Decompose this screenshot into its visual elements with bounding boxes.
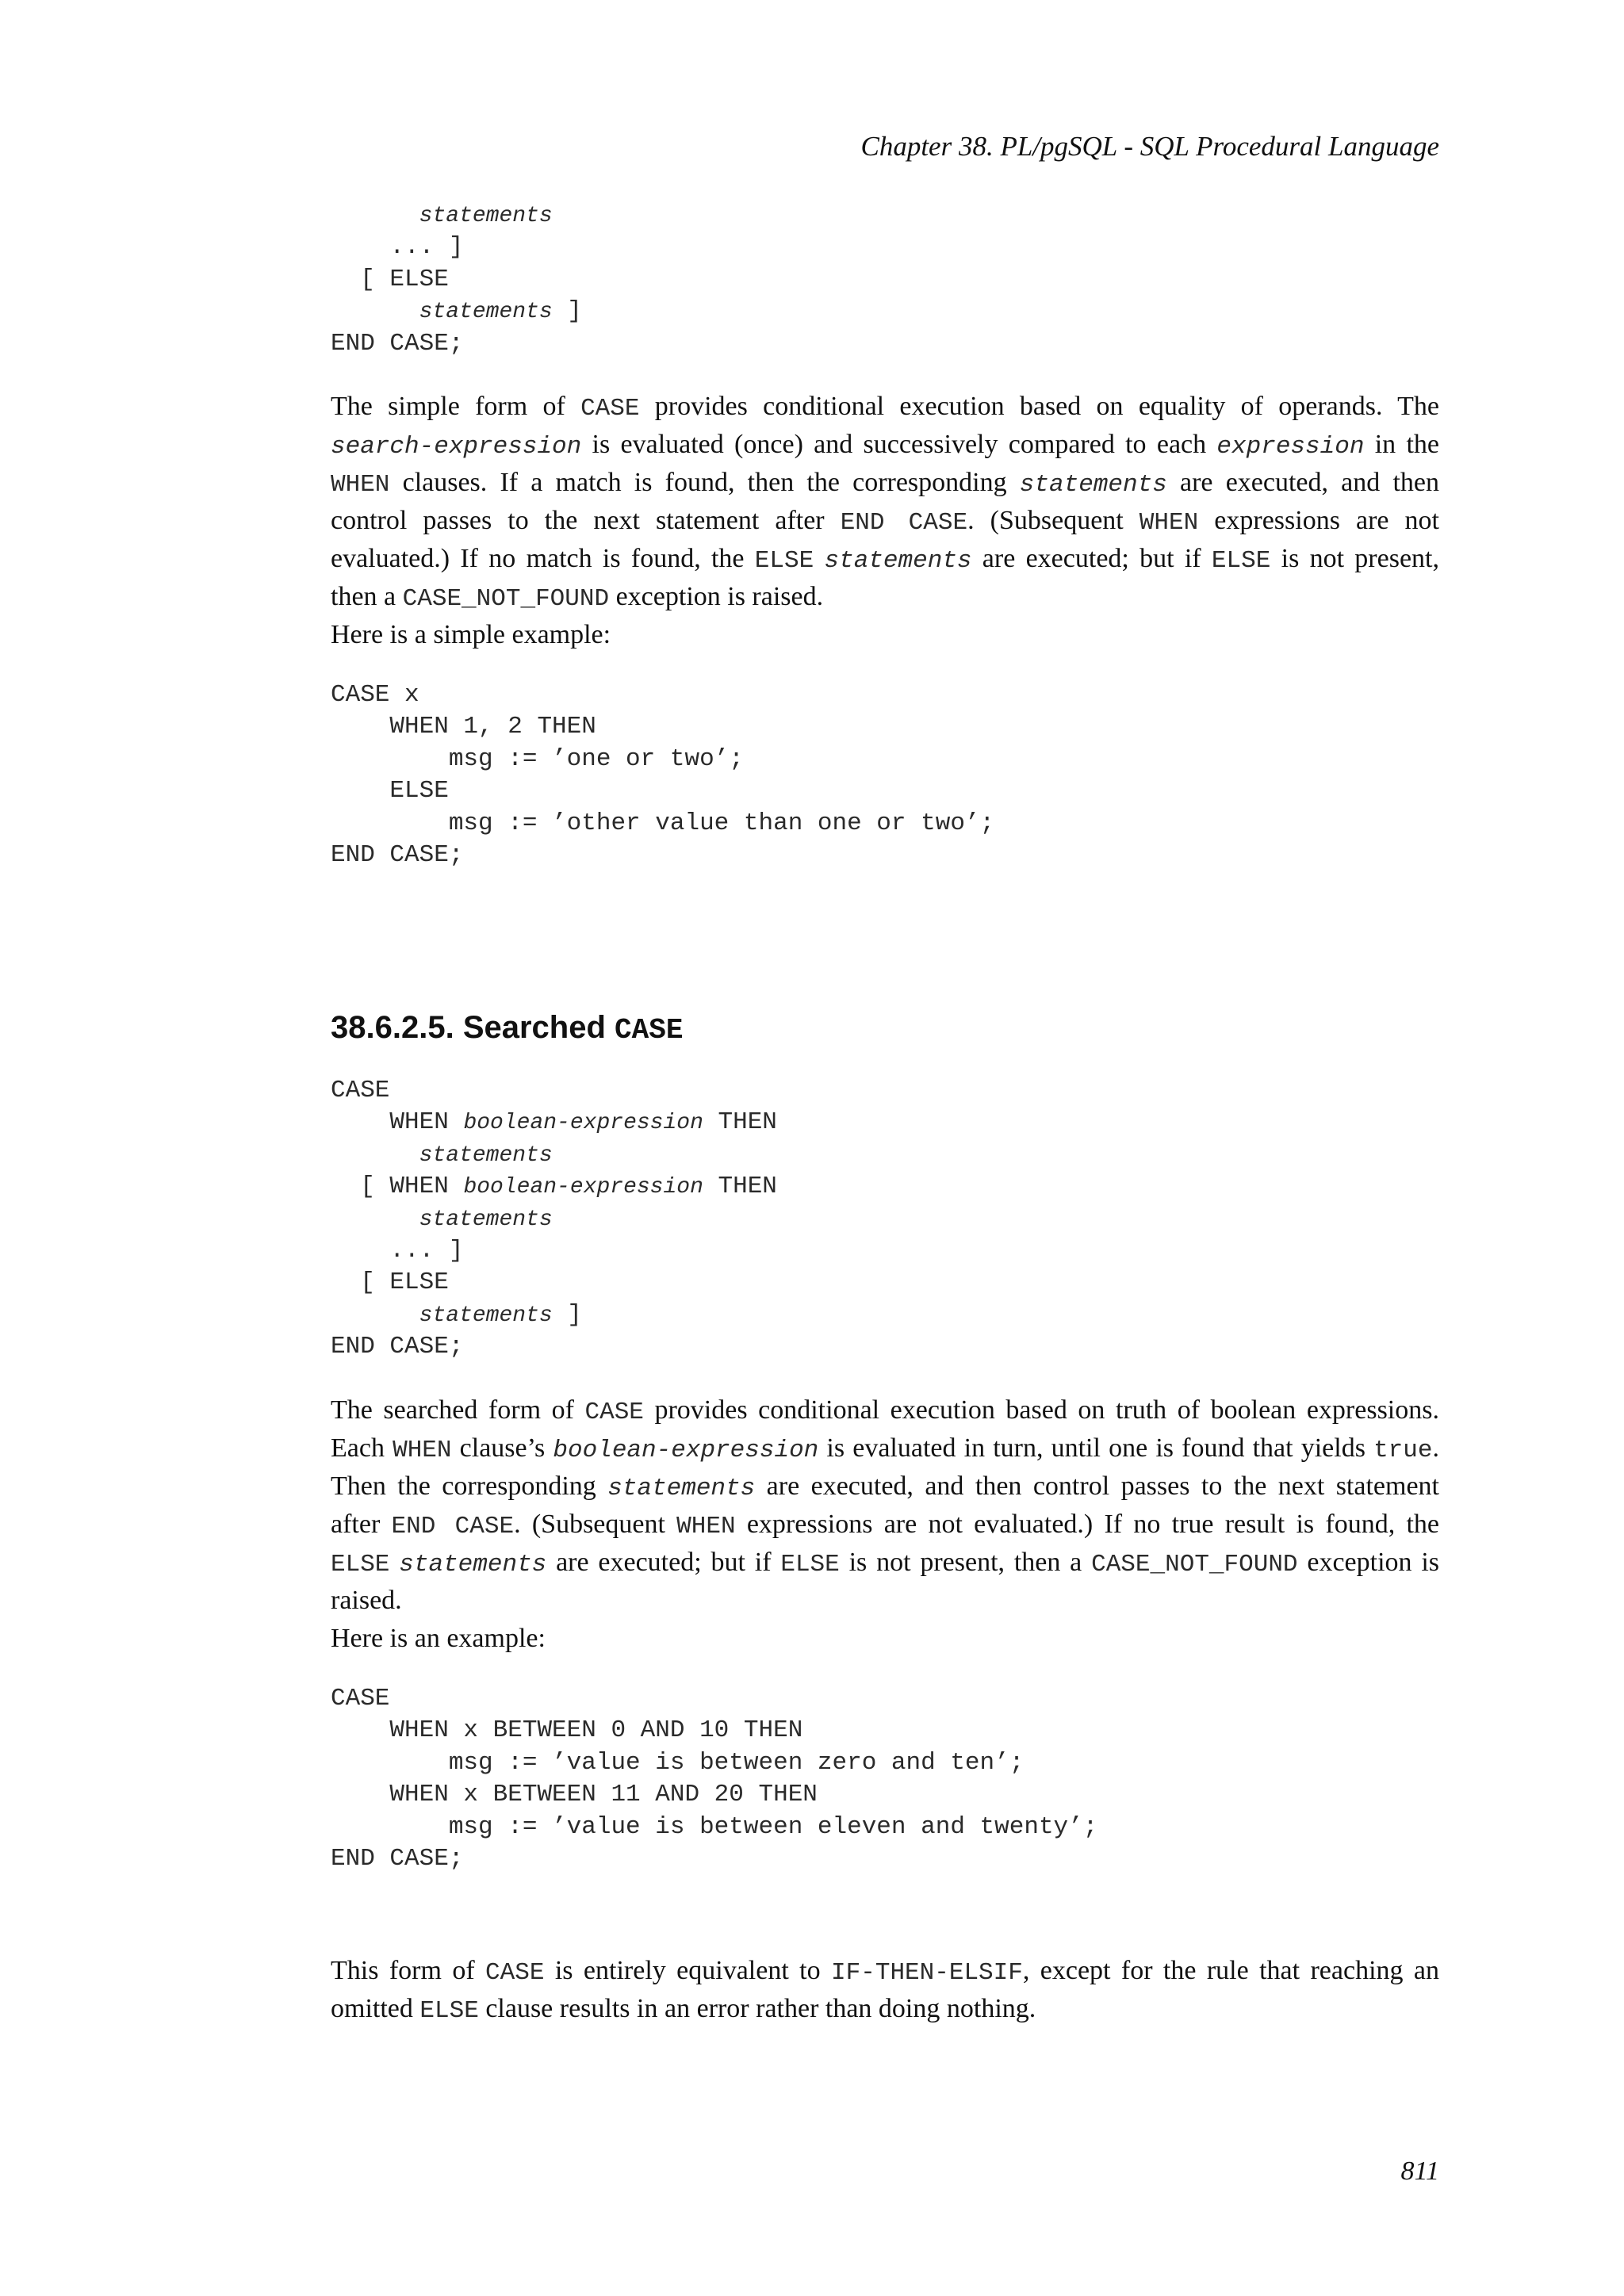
code-line bbox=[331, 840, 1439, 871]
inline-literal: CASE_NOT_FOUND bbox=[402, 585, 610, 613]
text-run: clause results in an error rather than doing nothing. bbox=[478, 1994, 1036, 2023]
code-line bbox=[331, 1715, 1439, 1747]
inline-literal: CASE bbox=[485, 1959, 545, 1987]
inline-literal: ELSE bbox=[754, 547, 814, 575]
section-heading bbox=[331, 1008, 683, 1050]
text-run: . (Subsequent bbox=[967, 506, 1139, 535]
text-run: ELSE bbox=[331, 777, 449, 806]
text-line bbox=[331, 541, 1439, 579]
section-keyword: CASE bbox=[615, 1014, 684, 1047]
inline-literal: WHEN bbox=[676, 1513, 736, 1540]
text-run: THEN bbox=[703, 1173, 777, 1201]
text-line bbox=[331, 1506, 1439, 1544]
text-run: then a bbox=[331, 582, 403, 611]
code-line bbox=[331, 200, 1439, 232]
text-run: expressions are not bbox=[1198, 506, 1439, 535]
text-run: omitted bbox=[331, 1994, 420, 2023]
text-line bbox=[331, 388, 1439, 427]
text-run: provides conditional execution based on equality of operands. The bbox=[639, 392, 1440, 421]
text-run: is entirely equivalent to bbox=[544, 1956, 832, 1985]
code-line bbox=[331, 775, 1439, 807]
text-run: CASE bbox=[331, 1077, 390, 1104]
text-line bbox=[331, 1430, 1439, 1468]
example-intro: Here is a simple example: bbox=[331, 620, 611, 649]
inline-literal: ELSE bbox=[780, 1551, 840, 1578]
code-line bbox=[331, 232, 1439, 263]
text-run: msg := ’value is between eleven and twenty’; bbox=[331, 1812, 1098, 1841]
text-run: The searched form of bbox=[331, 1395, 585, 1425]
code-line bbox=[331, 744, 1439, 775]
text-run: , except for the rule that reaching an bbox=[1022, 1956, 1440, 1985]
replaceable-term: boolean-expression bbox=[463, 1111, 703, 1136]
code-line bbox=[331, 711, 1439, 743]
body-paragraph bbox=[331, 1953, 1439, 2029]
inline-literal: ELSE bbox=[1211, 547, 1271, 575]
text-line bbox=[331, 1582, 1439, 1618]
text-run: The simple form of bbox=[331, 392, 581, 421]
text-run: raised. bbox=[331, 1586, 402, 1615]
text-run: are executed; but if bbox=[546, 1548, 781, 1577]
text-run: is not present, then a bbox=[839, 1548, 1092, 1577]
code-line bbox=[331, 1171, 1439, 1203]
replaceable-term: boolean-expression bbox=[463, 1175, 703, 1200]
code-line bbox=[331, 1267, 1439, 1299]
text-run: are executed, and then control passes to the next statement bbox=[755, 1471, 1439, 1501]
inline-literal: CASE bbox=[584, 1399, 644, 1426]
section-title: Searched bbox=[462, 1010, 606, 1045]
inline-literal: END CASE bbox=[391, 1513, 515, 1540]
text-run: THEN bbox=[703, 1108, 777, 1137]
text-run: END CASE; bbox=[331, 1844, 464, 1873]
text-run: msg := ’one or two’; bbox=[331, 744, 744, 773]
inline-literal: ELSE bbox=[331, 1551, 390, 1578]
text-run: control passes to the next statement after bbox=[331, 506, 841, 535]
text-run: [ ELSE bbox=[331, 265, 449, 293]
text-line bbox=[331, 1468, 1439, 1506]
text-run: END CASE; bbox=[331, 329, 464, 358]
text-line bbox=[331, 427, 1439, 465]
code-line bbox=[331, 1107, 1439, 1138]
replaceable-term: expression bbox=[1216, 433, 1365, 461]
text-run bbox=[389, 1548, 399, 1577]
code-line bbox=[331, 1139, 1439, 1171]
inline-literal: WHEN bbox=[1139, 509, 1199, 537]
text-run: [ ELSE bbox=[331, 1269, 449, 1297]
text-run: . (Subsequent bbox=[514, 1510, 677, 1539]
code-line bbox=[331, 1683, 1439, 1715]
text-line bbox=[331, 465, 1439, 503]
text-run: clauses. If a match is found, then the corresponding bbox=[389, 468, 1020, 497]
replaceable-term: statements bbox=[1019, 471, 1167, 499]
code-line bbox=[331, 679, 1439, 711]
example-code-block bbox=[331, 679, 1439, 871]
text-run: provides conditional execution based on truth of boolean expressions. bbox=[643, 1395, 1439, 1425]
replaceable-term: statements bbox=[419, 1303, 553, 1328]
code-line bbox=[331, 1235, 1439, 1267]
text-run: msg := ’other value than one or two’; bbox=[331, 809, 995, 837]
section-number: 38.6.2.5. bbox=[331, 1010, 454, 1045]
text-run: ... ] bbox=[331, 233, 464, 262]
text-run: WHEN x BETWEEN 0 AND 10 THEN bbox=[331, 1716, 803, 1745]
example-code-block bbox=[331, 1683, 1439, 1875]
code-line bbox=[331, 808, 1439, 840]
text-run: CASE bbox=[331, 1685, 390, 1712]
text-run bbox=[331, 297, 419, 325]
text-line bbox=[331, 579, 1439, 617]
code-line bbox=[331, 1812, 1439, 1843]
code-line bbox=[331, 1747, 1439, 1779]
text-run: ] bbox=[552, 297, 582, 326]
text-run: END CASE; bbox=[331, 1333, 464, 1361]
code-line bbox=[331, 1331, 1439, 1363]
text-run: ] bbox=[552, 1300, 582, 1329]
code-line bbox=[331, 1299, 1439, 1331]
text-run: are executed; but if bbox=[971, 544, 1212, 573]
inline-literal: CASE bbox=[580, 395, 640, 423]
replaceable-term: statements bbox=[419, 204, 553, 228]
replaceable-term: statements bbox=[419, 300, 553, 325]
text-run: is evaluated (once) and successively compared to each bbox=[581, 430, 1217, 459]
text-line bbox=[331, 1953, 1439, 1991]
replaceable-term: statements bbox=[824, 547, 972, 575]
code-line bbox=[331, 264, 1439, 296]
text-run: exception is bbox=[1297, 1548, 1440, 1577]
text-run: . bbox=[1432, 1433, 1439, 1463]
text-run: This form of bbox=[331, 1956, 486, 1985]
code-line bbox=[331, 296, 1439, 327]
text-run bbox=[814, 544, 824, 573]
inline-literal: END CASE bbox=[840, 509, 968, 537]
text-run: END CASE; bbox=[331, 840, 464, 869]
text-run: WHEN 1, 2 THEN bbox=[331, 713, 596, 741]
text-run: clause’s bbox=[451, 1433, 553, 1463]
replaceable-term: statements bbox=[419, 1142, 553, 1168]
text-run: are executed, and then bbox=[1166, 468, 1439, 497]
text-run: evaluated.) If no match is found, the bbox=[331, 544, 755, 573]
body-paragraph bbox=[331, 388, 1439, 617]
text-run: in the bbox=[1364, 430, 1440, 459]
text-run: msg := ’value is between zero and ten’; bbox=[331, 1748, 1025, 1777]
text-run: expressions are not evaluated.) If no true result is found, the bbox=[735, 1510, 1439, 1539]
text-run: is not present, bbox=[1270, 544, 1439, 573]
code-line bbox=[331, 1203, 1439, 1235]
replaceable-term: statements bbox=[607, 1475, 756, 1502]
text-run: exception is raised. bbox=[609, 582, 824, 611]
replaceable-term: statements bbox=[399, 1551, 547, 1578]
syntax-code-block bbox=[331, 200, 1439, 360]
text-run bbox=[331, 1141, 419, 1169]
text-run bbox=[331, 1205, 419, 1233]
inline-literal: IF-THEN-ELSIF bbox=[831, 1959, 1023, 1987]
page-number: 811 bbox=[1400, 2156, 1439, 2186]
text-line bbox=[331, 503, 1439, 541]
body-paragraph bbox=[331, 1392, 1439, 1618]
text-run: CASE x bbox=[331, 681, 419, 709]
code-line bbox=[331, 1843, 1439, 1875]
code-line bbox=[331, 1075, 1439, 1107]
example-intro: Here is an example: bbox=[331, 1624, 546, 1653]
text-run bbox=[331, 1301, 419, 1329]
code-line bbox=[331, 328, 1439, 360]
replaceable-term: boolean-expression bbox=[553, 1437, 819, 1464]
code-line bbox=[331, 1779, 1439, 1811]
text-run bbox=[331, 201, 419, 229]
text-run: WHEN x BETWEEN 11 AND 20 THEN bbox=[331, 1781, 818, 1809]
inline-literal: WHEN bbox=[393, 1437, 452, 1464]
inline-literal: CASE_NOT_FOUND bbox=[1091, 1551, 1298, 1578]
running-header: Chapter 38. PL/pgSQL - SQL Procedural Language bbox=[860, 131, 1439, 162]
text-line bbox=[331, 1991, 1439, 2029]
text-run: Then the corresponding bbox=[331, 1471, 608, 1501]
replaceable-term: search-expression bbox=[331, 433, 582, 461]
text-line bbox=[331, 1392, 1439, 1430]
text-run: ... ] bbox=[331, 1236, 464, 1265]
syntax-code-block bbox=[331, 1075, 1439, 1364]
text-run: WHEN bbox=[331, 1108, 464, 1137]
inline-literal: WHEN bbox=[331, 471, 390, 499]
replaceable-term: statements bbox=[419, 1207, 553, 1232]
text-line bbox=[331, 1544, 1439, 1582]
text-run: Each bbox=[331, 1433, 393, 1463]
inline-literal: ELSE bbox=[419, 1997, 479, 2025]
text-run: [ WHEN bbox=[331, 1173, 464, 1201]
text-run: after bbox=[331, 1510, 392, 1539]
inline-literal: true bbox=[1373, 1437, 1433, 1464]
text-run: is evaluated in turn, until one is found that yields bbox=[818, 1433, 1374, 1463]
